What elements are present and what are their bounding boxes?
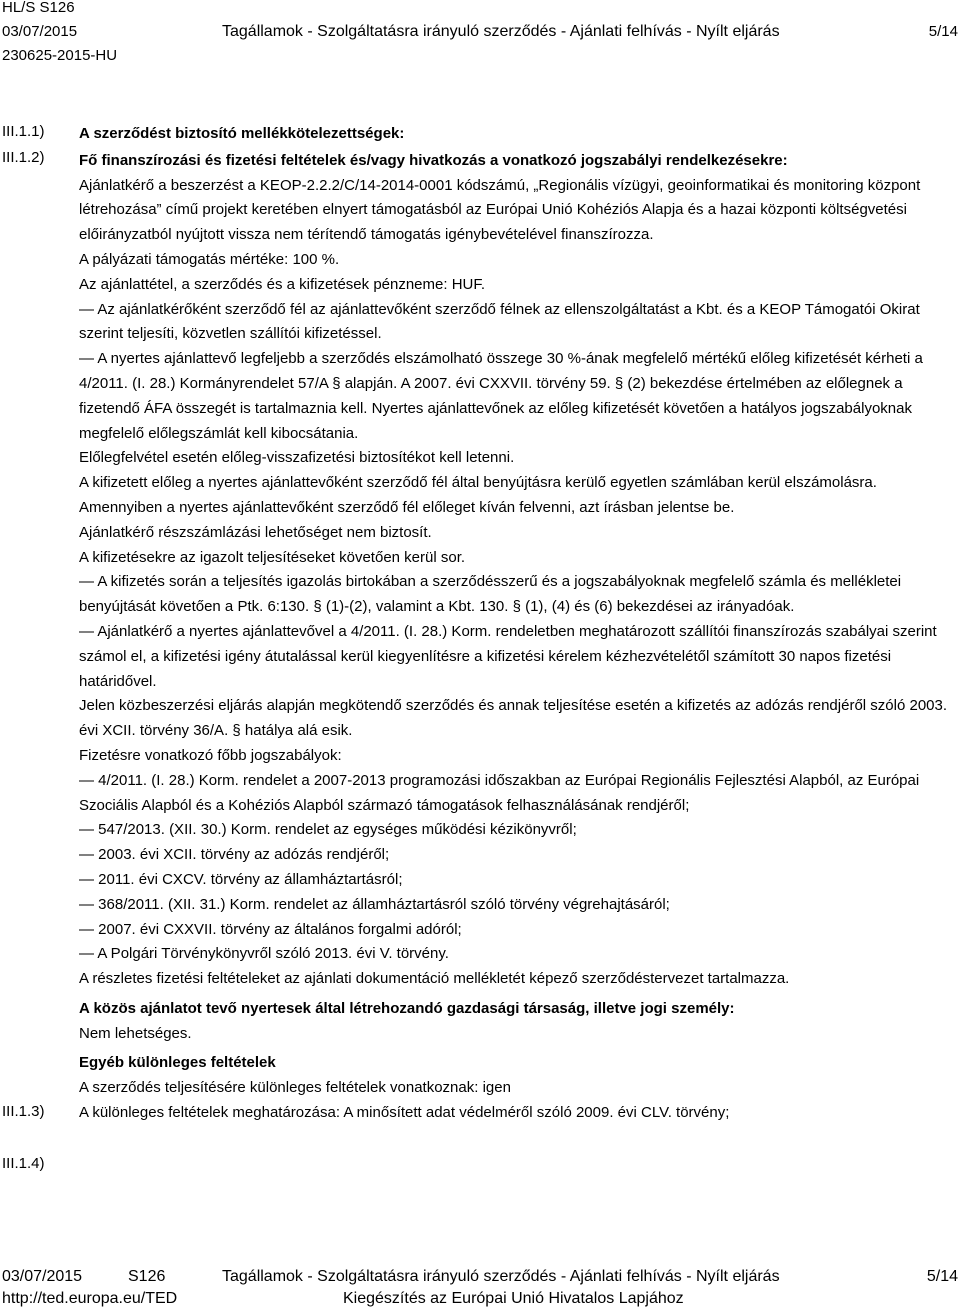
header-date: 03/07/2015	[2, 23, 78, 40]
section-number-iii-1-4: III.1.4)	[2, 1155, 45, 1172]
document-body	[79, 122, 949, 1126]
paragraph: Jelen közbeszerzési eljárás alapján megkötendő szerződés és annak teljesítése esetén a kifizetés az adózás rendjéről szóló 2003. évi XCII. törvény 36/A. § hatálya alá esik.	[79, 697, 948, 740]
paragraph: Előlegfelvétel esetén előleg-visszafizetési biztosítékot kell letenni.	[79, 449, 515, 467]
list-item: — 2011. évi CXCV. törvény az államháztartásról;	[79, 870, 403, 888]
footer-url-link[interactable]: http://ted.europa.eu/TED	[2, 1290, 178, 1307]
section-number-iii-1-1: III.1.1)	[2, 123, 45, 140]
paragraph: Ajánlatkérő a beszerzést a KEOP-2.2.2/C/14-2014-0001 kódszámú, „Regionális vízügyi, geoinformatikai és monitoring központ létrehozása” című projekt keretében elnyert támogatásból az Európai Unió Kohéziós Alapja és a hazai központi költségvetési előirányzatból nyújtott vissza nem térítendő támogatás igénybevételével finanszírozza.	[79, 176, 921, 244]
section-number-iii-1-3: III.1.3)	[2, 1103, 45, 1120]
paragraph: A pályázati támogatás mértéke: 100 %.	[79, 250, 340, 268]
header-page-number: 5/14	[928, 23, 958, 40]
section-heading: Fő finanszírozási és fizetési feltételek és/vagy hivatkozás a vonatkozó jogszabályi rendelkezésekre:	[79, 151, 788, 169]
paragraph: Amennyiben a nyertes ajánlattevőként szerződő fél előleget kíván felvenni, azt írásban jelentse be.	[79, 498, 735, 516]
list-item: — 2003. évi XCII. törvény az adózás rendjéről;	[79, 846, 390, 864]
section-heading: A közös ajánlatot tevő nyertesek által létrehozandó gazdasági társaság, illetve jogi személy:	[79, 999, 735, 1017]
paragraph: A részletes fizetési feltételeket az ajánlati dokumentáció mellékletét képező szerződéstervezet tartalmazza.	[79, 970, 790, 988]
section-heading: Egyéb különleges feltételek	[79, 1054, 276, 1072]
list-item: — 547/2013. (XII. 30.) Korm. rendelet az egységes működési kézikönyvről;	[79, 821, 577, 839]
footer-title: Tagállamok - Szolgáltatásra irányuló szerződés - Ajánlati felhívás - Nyílt eljárás	[222, 1268, 780, 1285]
paragraph: — Az ajánlatkérőként szerződő fél az ajánlattevőként szerződő félnek az ellenszolgáltatást a Kbt. és a KEOP Támogatói Okirat szerint teljesíti, közvetlen szállítói kifizetéssel.	[79, 300, 920, 343]
list-item: — 368/2011. (XII. 31.) Korm. rendelet az államháztartásról szóló törvény végrehajtásáról;	[79, 895, 670, 913]
page-footer	[0, 1265, 960, 1311]
paragraph: Nem lehetséges.	[79, 1024, 192, 1042]
footer-supplement: Kiegészítés az Európai Unió Hivatalos Lapjához	[343, 1290, 684, 1307]
paragraph: A szerződés teljesítésére különleges feltételek vonatkoznak: igen	[79, 1079, 511, 1097]
section-heading: A szerződést biztosító mellékkötelezettségek:	[79, 125, 405, 142]
paragraph: Ajánlatkérő részszámlázási lehetőséget nem biztosít.	[79, 523, 432, 541]
paragraph: — A nyertes ajánlattevő legfeljebb a szerződés elszámolható összege 30 %-ának megfelelő mértékű előleg kifizetését kérheti a 4/2011. (I. 28.) Kormányrendelet 57/A § alapján. A 2007. évi CXXVII. törvény 59. § (2) bekezdése értelmében az előlegnek a fizetendő ÁFA összegét is tartalmaznia kell. Nyertes ajánlattevőnek az előleg kifizetését követően a hatályos jogszabályoknak megfelelő előlegszámlát kell kibocsátania.	[79, 350, 923, 442]
header-ref: 230625-2015-HU	[2, 47, 118, 64]
section-number-iii-1-2: III.1.2)	[2, 149, 45, 166]
paragraph: — Ajánlatkérő a nyertes ajánlattevővel a 4/2011. (I. 28.) Korm. rendeletben meghatározott szállítói finanszírozás szabályai szerint számol el, a kifizetési igény átutalással kerül kiegyenlítésre a kifizetési kérelem kézhezvételétől számított 30 napos fizetési határidővel.	[79, 622, 937, 690]
list-item: — 2007. évi CXXVII. törvény az általános forgalmi adóról;	[79, 920, 462, 938]
paragraph: Az ajánlattétel, a szerződés és a kifizetések pénzneme: HUF.	[79, 275, 486, 293]
header-code: HL/S S126	[2, 0, 75, 16]
header-title: Tagállamok - Szolgáltatásra irányuló szerződés - Ajánlati felhívás - Nyílt eljárás	[222, 23, 780, 40]
footer-date: 03/07/2015	[2, 1268, 83, 1285]
list-item: — 4/2011. (I. 28.) Korm. rendelet a 2007-2013 programozási időszakban az Európai Regionális Fejlesztési Alapból, az Európai Szociális Alapból és a Kohéziós Alapból származó támogatások felhasználásának rendjéről;	[79, 771, 920, 814]
paragraph: — A kifizetés során a teljesítés igazolás birtokában a szerződésszerű és a jogszabályoknak megfelelő számla és mellékletei benyújtását követően a Ptk. 6:130. § (1)-(2), valamint a Kbt. 130. § (1), (4) és (6) bekezdései az irányadóak.	[79, 573, 902, 616]
footer-series: S126	[128, 1268, 166, 1285]
paragraph: A kifizetésekre az igazolt teljesítéseket követően kerül sor.	[79, 548, 466, 566]
paragraph: Fizetésre vonatkozó főbb jogszabályok:	[79, 746, 342, 764]
paragraph: A kifizetett előleg a nyertes ajánlattevőként szerződő fél által benyújtásra kerülő egyetlen számlában kerül elszámolásra.	[79, 474, 877, 492]
footer-page-number: 5/14	[926, 1268, 958, 1285]
paragraph: A különleges feltételek meghatározása: A minősített adat védelméről szóló 2009. évi CLV. törvény;	[79, 1104, 730, 1122]
list-item: — A Polgári Törvénykönyvről szóló 2013. évi V. törvény.	[79, 945, 449, 963]
page-header	[0, 0, 960, 72]
